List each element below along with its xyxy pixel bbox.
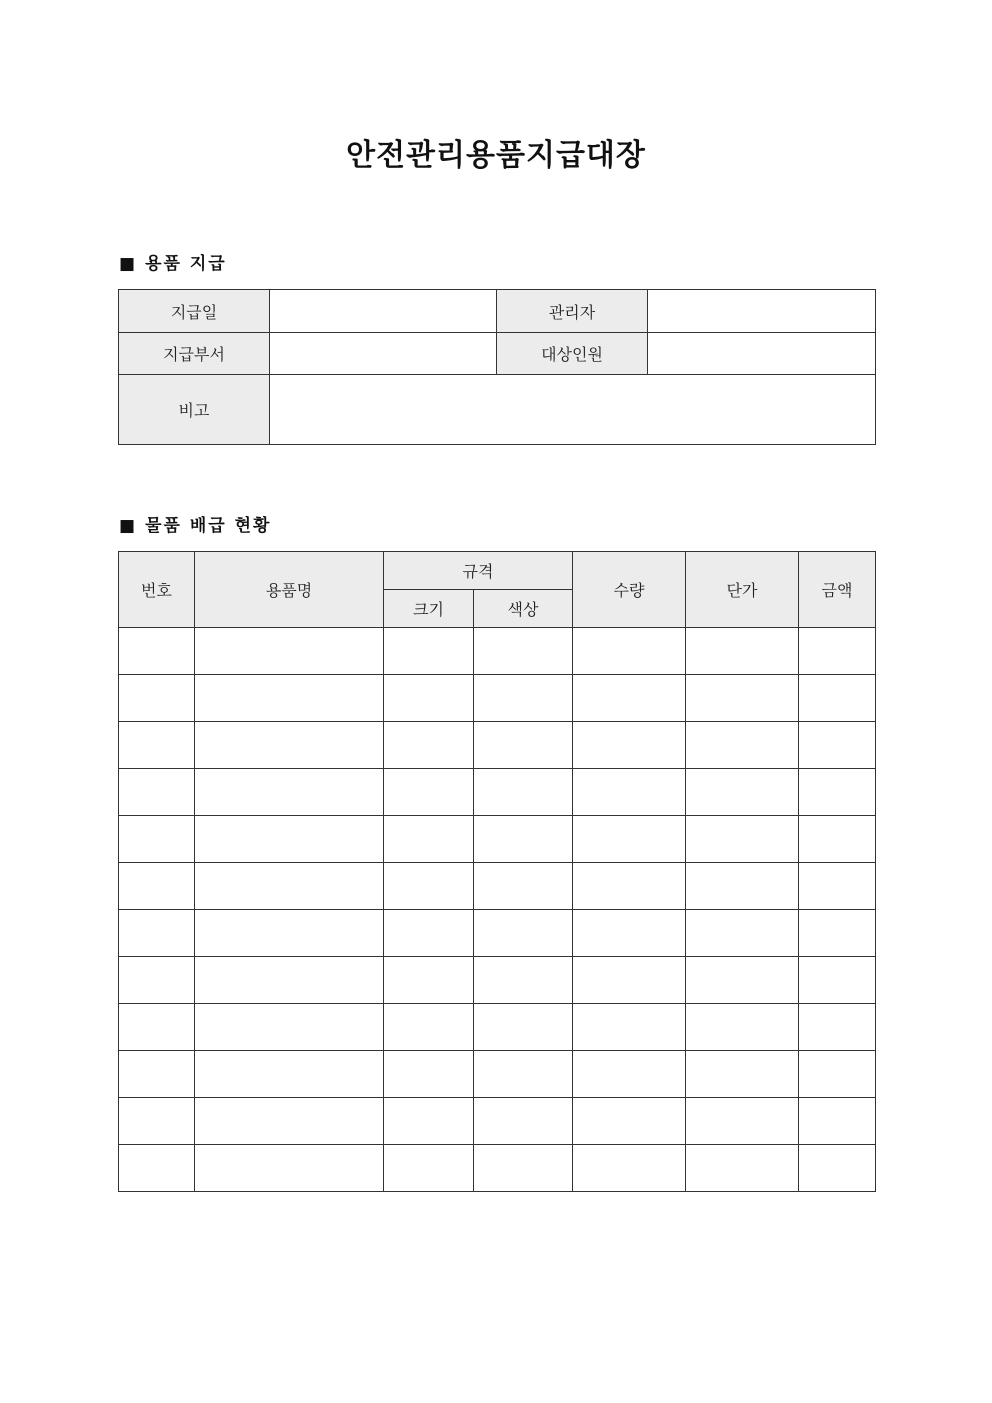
amount-cell[interactable] bbox=[799, 1098, 876, 1145]
header-item-name: 용품명 bbox=[195, 552, 384, 628]
quantity-cell[interactable] bbox=[573, 675, 686, 722]
unit-price-cell[interactable] bbox=[686, 722, 799, 769]
table-row bbox=[119, 910, 876, 957]
quantity-cell[interactable] bbox=[573, 1004, 686, 1051]
number-cell[interactable] bbox=[119, 769, 195, 816]
item-name-cell[interactable] bbox=[195, 1051, 384, 1098]
table-row bbox=[119, 957, 876, 1004]
table-row bbox=[119, 1098, 876, 1145]
amount-cell[interactable] bbox=[799, 957, 876, 1004]
item-name-cell[interactable] bbox=[195, 957, 384, 1004]
number-cell[interactable] bbox=[119, 1145, 195, 1192]
size-cell[interactable] bbox=[384, 863, 474, 910]
supply-table bbox=[118, 289, 876, 445]
number-cell[interactable] bbox=[119, 628, 195, 675]
amount-cell[interactable] bbox=[799, 628, 876, 675]
unit-price-cell[interactable] bbox=[686, 769, 799, 816]
color-cell[interactable] bbox=[474, 1145, 573, 1192]
item-name-cell[interactable] bbox=[195, 722, 384, 769]
quantity-cell[interactable] bbox=[573, 863, 686, 910]
supply-section-heading bbox=[119, 252, 227, 276]
amount-cell[interactable] bbox=[799, 910, 876, 957]
quantity-cell[interactable] bbox=[573, 957, 686, 1004]
size-cell[interactable] bbox=[384, 816, 474, 863]
amount-cell[interactable] bbox=[799, 675, 876, 722]
size-cell[interactable] bbox=[384, 722, 474, 769]
number-cell[interactable] bbox=[119, 816, 195, 863]
amount-cell[interactable] bbox=[799, 1145, 876, 1192]
item-name-cell[interactable] bbox=[195, 1004, 384, 1051]
distribution-section-heading bbox=[119, 514, 271, 538]
item-name-cell[interactable] bbox=[195, 1145, 384, 1192]
unit-price-cell[interactable] bbox=[686, 910, 799, 957]
color-cell[interactable] bbox=[474, 628, 573, 675]
color-cell[interactable] bbox=[474, 910, 573, 957]
item-name-cell[interactable] bbox=[195, 628, 384, 675]
item-name-cell[interactable] bbox=[195, 910, 384, 957]
color-cell[interactable] bbox=[474, 1051, 573, 1098]
square-bullet-icon: ■ bbox=[119, 254, 138, 274]
size-cell[interactable] bbox=[384, 675, 474, 722]
unit-price-cell[interactable] bbox=[686, 675, 799, 722]
table-row bbox=[119, 863, 876, 910]
header-quantity: 수량 bbox=[573, 552, 686, 628]
amount-cell[interactable] bbox=[799, 769, 876, 816]
quantity-cell[interactable] bbox=[573, 1098, 686, 1145]
number-cell[interactable] bbox=[119, 1098, 195, 1145]
size-cell[interactable] bbox=[384, 1004, 474, 1051]
color-cell[interactable] bbox=[474, 1004, 573, 1051]
remarks-field[interactable] bbox=[270, 375, 876, 445]
item-name-cell[interactable] bbox=[195, 675, 384, 722]
quantity-cell[interactable] bbox=[573, 1145, 686, 1192]
table-row bbox=[119, 769, 876, 816]
quantity-cell[interactable] bbox=[573, 910, 686, 957]
amount-cell[interactable] bbox=[799, 1051, 876, 1098]
remarks-label: 비고 bbox=[119, 375, 270, 445]
number-cell[interactable] bbox=[119, 863, 195, 910]
table-row bbox=[119, 628, 876, 675]
unit-price-cell[interactable] bbox=[686, 863, 799, 910]
amount-cell[interactable] bbox=[799, 722, 876, 769]
table-row bbox=[119, 1004, 876, 1051]
item-name-cell[interactable] bbox=[195, 1098, 384, 1145]
color-cell[interactable] bbox=[474, 722, 573, 769]
table-row bbox=[119, 1145, 876, 1192]
color-cell[interactable] bbox=[474, 769, 573, 816]
size-cell[interactable] bbox=[384, 910, 474, 957]
size-cell[interactable] bbox=[384, 628, 474, 675]
header-color: 색상 bbox=[474, 590, 573, 628]
unit-price-cell[interactable] bbox=[686, 957, 799, 1004]
header-spec: 규격 bbox=[384, 552, 573, 590]
color-cell[interactable] bbox=[474, 816, 573, 863]
quantity-cell[interactable] bbox=[573, 769, 686, 816]
table-row bbox=[119, 722, 876, 769]
page-title: 안전관리용품지급대장 bbox=[346, 138, 646, 173]
unit-price-cell[interactable] bbox=[686, 816, 799, 863]
manager-label: 관리자 bbox=[497, 290, 648, 333]
amount-cell[interactable] bbox=[799, 863, 876, 910]
number-cell[interactable] bbox=[119, 1004, 195, 1051]
unit-price-cell[interactable] bbox=[686, 1098, 799, 1145]
unit-price-cell[interactable] bbox=[686, 1145, 799, 1192]
supply-section-label: 용품 지급 bbox=[145, 254, 227, 274]
quantity-cell[interactable] bbox=[573, 722, 686, 769]
unit-price-cell[interactable] bbox=[686, 1004, 799, 1051]
number-cell[interactable] bbox=[119, 910, 195, 957]
color-cell[interactable] bbox=[474, 675, 573, 722]
size-cell[interactable] bbox=[384, 1145, 474, 1192]
unit-price-cell[interactable] bbox=[686, 628, 799, 675]
size-cell[interactable] bbox=[384, 1098, 474, 1145]
header-size: 크기 bbox=[384, 590, 474, 628]
amount-cell[interactable] bbox=[799, 1004, 876, 1051]
amount-cell[interactable] bbox=[799, 816, 876, 863]
department-field[interactable] bbox=[270, 333, 497, 375]
item-name-cell[interactable] bbox=[195, 769, 384, 816]
target-field[interactable] bbox=[648, 333, 876, 375]
item-name-cell[interactable] bbox=[195, 863, 384, 910]
size-cell[interactable] bbox=[384, 769, 474, 816]
header-number: 번호 bbox=[119, 552, 195, 628]
size-cell[interactable] bbox=[384, 1051, 474, 1098]
quantity-cell[interactable] bbox=[573, 1051, 686, 1098]
number-cell[interactable] bbox=[119, 722, 195, 769]
number-cell[interactable] bbox=[119, 675, 195, 722]
date-field[interactable] bbox=[270, 290, 497, 333]
number-cell[interactable] bbox=[119, 957, 195, 1004]
header-unit-price: 단가 bbox=[686, 552, 799, 628]
quantity-cell[interactable] bbox=[573, 628, 686, 675]
distribution-section-label: 물품 배급 현황 bbox=[145, 516, 272, 536]
quantity-cell[interactable] bbox=[573, 816, 686, 863]
color-cell[interactable] bbox=[474, 1098, 573, 1145]
header-amount: 금액 bbox=[799, 552, 876, 628]
number-cell[interactable] bbox=[119, 1051, 195, 1098]
manager-field[interactable] bbox=[648, 290, 876, 333]
date-label: 지급일 bbox=[119, 290, 270, 333]
table-row bbox=[119, 816, 876, 863]
department-label: 지급부서 bbox=[119, 333, 270, 375]
color-cell[interactable] bbox=[474, 863, 573, 910]
square-bullet-icon: ■ bbox=[119, 516, 138, 536]
unit-price-cell[interactable] bbox=[686, 1051, 799, 1098]
table-row bbox=[119, 1051, 876, 1098]
color-cell[interactable] bbox=[474, 957, 573, 1004]
target-label: 대상인원 bbox=[497, 333, 648, 375]
item-name-cell[interactable] bbox=[195, 816, 384, 863]
size-cell[interactable] bbox=[384, 957, 474, 1004]
distribution-table bbox=[118, 551, 876, 1192]
table-row bbox=[119, 675, 876, 722]
